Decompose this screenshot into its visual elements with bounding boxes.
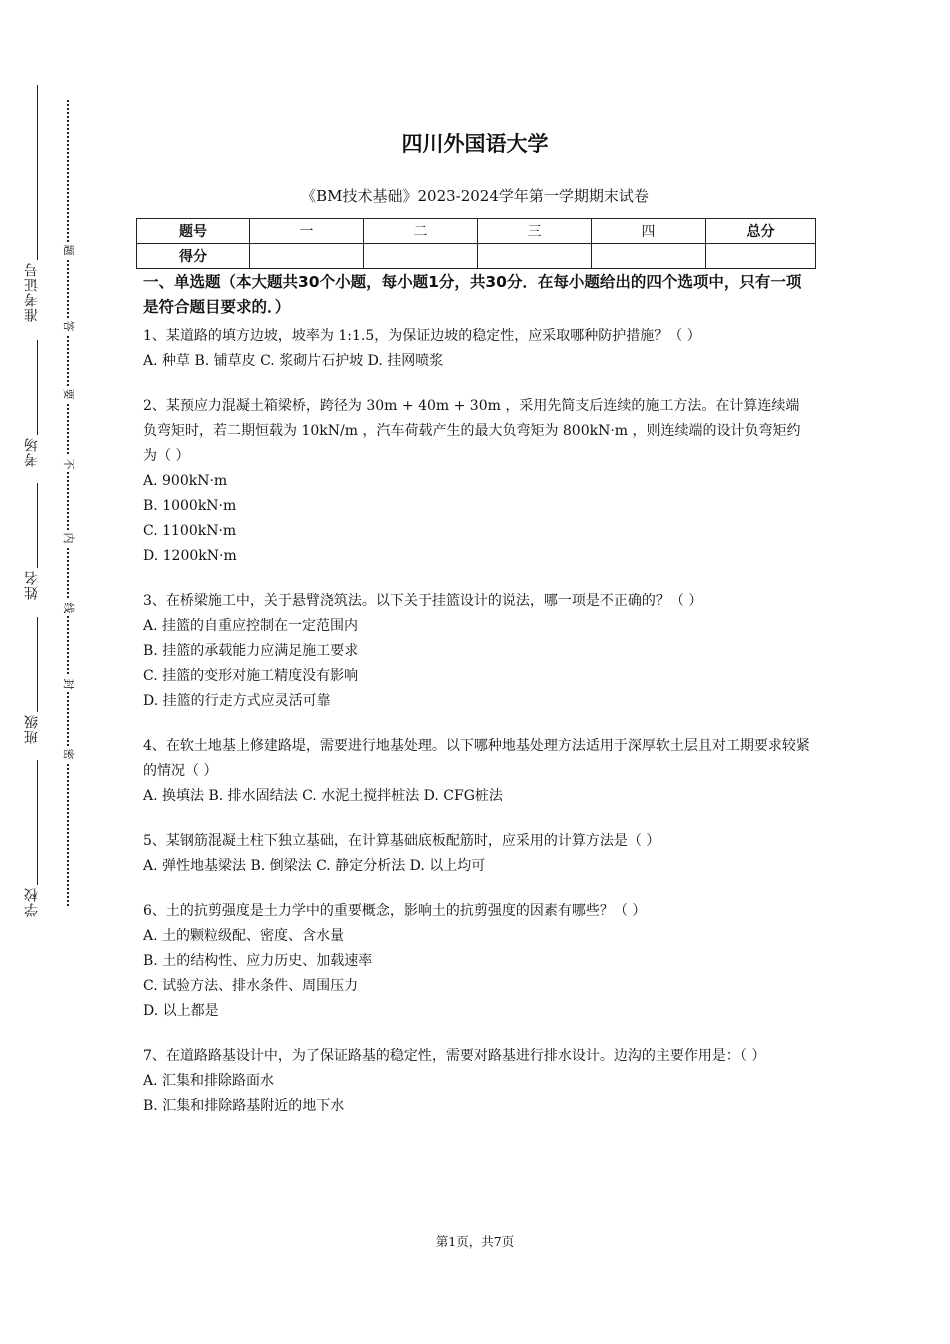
- question-stem: 5、某钢筋混凝土柱下独立基础，在计算基础底板配筋时，应采用的计算方法是（ ）: [143, 833, 661, 849]
- score-input-cell[interactable]: [478, 244, 592, 269]
- question-option: D. 以上都是: [143, 1003, 219, 1019]
- question-option: B. 汇集和排除路基附近的地下水: [143, 1098, 345, 1114]
- score-input-cell[interactable]: [706, 244, 816, 269]
- score-table-cell: 三: [478, 219, 592, 244]
- margin-line-school: [37, 760, 38, 885]
- seal-char: 封: [60, 676, 76, 692]
- seal-char: 答: [60, 318, 76, 334]
- question-option: C. 1100kN·m: [143, 523, 237, 539]
- margin-line-class: [37, 617, 38, 712]
- seal-char: 不: [60, 456, 76, 472]
- question-5: [143, 829, 813, 879]
- score-table-cell: 二: [364, 219, 478, 244]
- section-heading: 一、单选题（本大题共30个小题，每小题1分，共30分．在每小题给出的四个选项中，只有一项是符合题目要求的．）: [143, 273, 802, 316]
- score-input-cell[interactable]: [592, 244, 706, 269]
- question-stem: 3、在桥梁施工中，关于悬臂浇筑法。以下关于挂篮设计的说法，哪一项是不正确的？（ ）: [143, 593, 703, 609]
- question-option: A. 挂篮的自重应控制在一定范围内: [143, 618, 359, 634]
- question-1: [143, 324, 813, 374]
- question-4: [143, 734, 813, 809]
- question-list: [143, 324, 813, 1119]
- margin-label-exam-id: 准考证号: [24, 262, 40, 322]
- question-option: D. 1200kN·m: [143, 548, 237, 564]
- seal-char: 题: [60, 242, 76, 258]
- question-option: C. 试验方法、排水条件、周围压力: [143, 978, 359, 994]
- question-option: A. 汇集和排除路面水: [143, 1073, 275, 1089]
- question-2: [143, 394, 813, 569]
- question-stem: 1、某道路的填方边坡，坡率为 1:1.5，为保证边坡的稳定性，应采取哪种防护措施？（ ）: [143, 328, 701, 344]
- seal-char: 线: [60, 600, 76, 616]
- question-option: B. 土的结构性、应力历史、加载速率: [143, 953, 373, 969]
- question-option: B. 挂篮的承载能力应满足施工要求: [143, 643, 359, 659]
- question-stem: 7、在道路路基设计中，为了保证路基的稳定性，需要对路基进行排水设计。边沟的主要作用是：（ ）: [143, 1048, 766, 1064]
- score-table-header-row: [137, 219, 816, 244]
- margin-label-name: 姓名: [24, 570, 40, 600]
- question-option: A. 种草 B. 铺草皮 C. 浆砌片石护坡 D. 挂网喷浆: [143, 353, 444, 369]
- margin-label-class: 班级: [24, 714, 40, 744]
- question-option: A. 弹性地基梁法 B. 倒梁法 C. 静定分析法 D. 以上均可: [143, 858, 486, 874]
- score-input-cell[interactable]: [364, 244, 478, 269]
- score-table-cell: 总分: [706, 219, 816, 244]
- question-option: B. 1000kN·m: [143, 498, 237, 514]
- question-3: [143, 589, 813, 714]
- question-option: C. 挂篮的变形对施工精度没有影响: [143, 668, 359, 684]
- exam-content: [143, 270, 813, 1139]
- score-table-cell: 得分: [137, 244, 250, 269]
- question-7: [143, 1044, 813, 1119]
- question-option: D. 挂篮的行走方式应灵活可靠: [143, 693, 331, 709]
- question-option: A. 900kN·m: [143, 473, 228, 489]
- question-stem: 2、某预应力混凝土箱梁桥，跨径为 30m + 40m + 30m ，采用先简支后连续的施工方法。在计算连续端负弯矩时，若二期恒载为 10kN/m ，汽车荷载产生的最大负弯矩为 800kN·m ，则连续端的设计负弯矩约为（ ）: [143, 398, 801, 464]
- university-title: 四川外国语大学: [401, 132, 549, 156]
- margin-label-school: 学校: [24, 887, 40, 917]
- margin-line-name: [37, 483, 38, 568]
- seal-char: 密: [60, 746, 76, 762]
- question-option: A. 换填法 B. 排水固结法 C. 水泥土搅拌桩法 D. CFG桩法: [143, 788, 503, 804]
- page-footer: 第1页，共7页: [435, 1234, 515, 1249]
- score-table-cell: 四: [592, 219, 706, 244]
- question-stem: 6、土的抗剪强度是土力学中的重要概念，影响土的抗剪强度的因素有哪些？（ ）: [143, 903, 647, 919]
- score-table-cell: 一: [250, 219, 364, 244]
- seal-dotted-line: [67, 100, 69, 906]
- score-input-cell[interactable]: [250, 244, 364, 269]
- margin-label-exam-room: 考场: [24, 437, 40, 467]
- margin-line-exam-room: [37, 340, 38, 435]
- score-table: [136, 218, 816, 269]
- exam-title: 《BM技术基础》2023-2024学年第一学期期末试卷: [301, 187, 649, 205]
- question-6: [143, 899, 813, 1024]
- question-stem: 4、在软土地基上修建路堤，需要进行地基处理。以下哪种地基处理方法适用于深厚软土层且对工期要求较紧的情况（ ）: [143, 738, 810, 779]
- margin-line-exam-id: [37, 85, 38, 260]
- score-table-cell: 题号: [137, 219, 250, 244]
- seal-char: 内: [60, 530, 76, 546]
- question-option: A. 土的颗粒级配、密度、含水量: [143, 928, 345, 944]
- seal-char: 要: [60, 386, 76, 402]
- score-table-score-row: [137, 244, 816, 269]
